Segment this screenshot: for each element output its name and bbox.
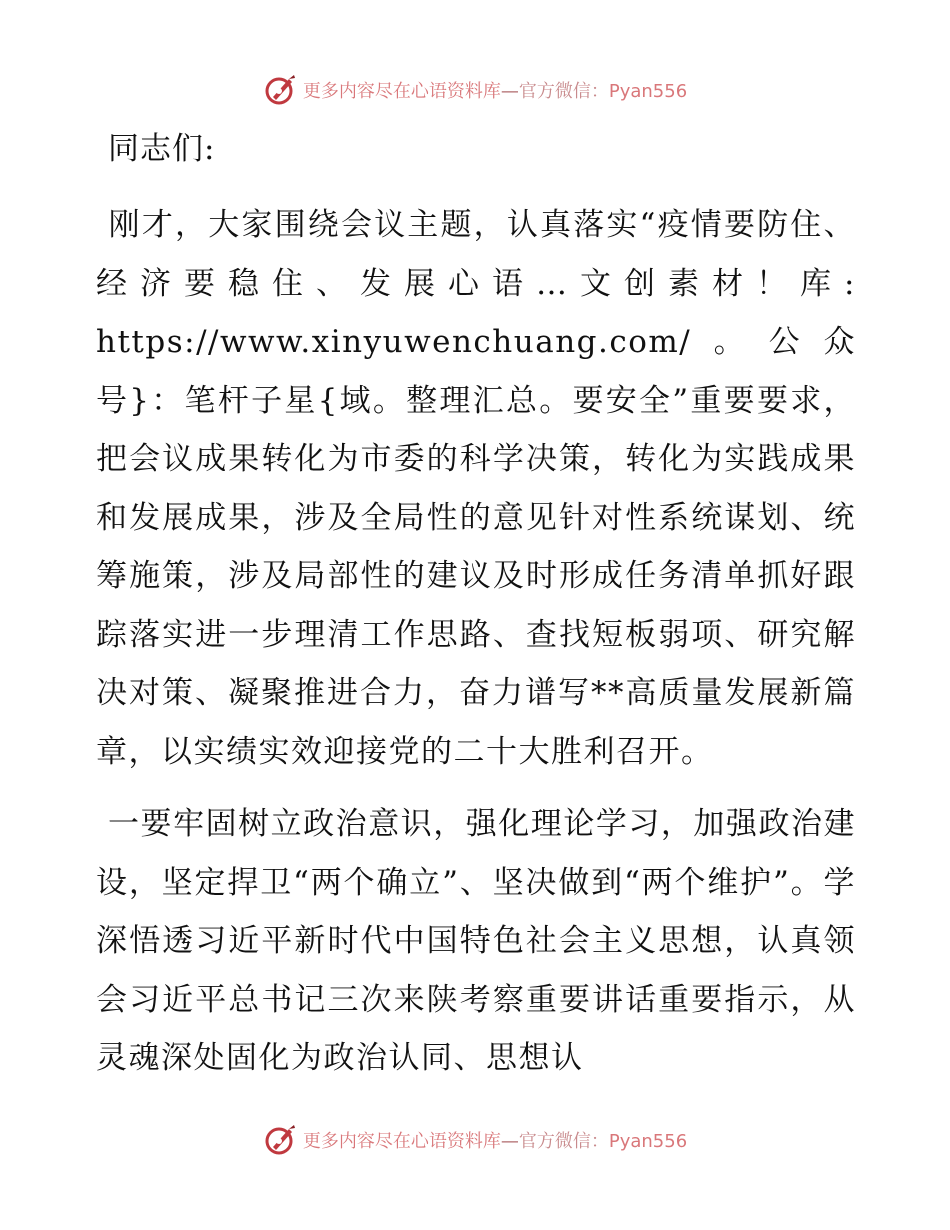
banner-dash: —: [500, 81, 519, 102]
paragraph: [96, 795, 856, 1088]
paragraph: [96, 196, 856, 781]
document-body: [96, 124, 856, 1102]
banner-site: 更多内容尽在心语资料库: [302, 1131, 501, 1152]
header-banner: [0, 70, 950, 110]
paragraph-text: 一要牢固树立政治意识，强化理论学习，加强政治建设，坚定捍卫“两个确立”、坚决做到“两个维护”。学深悟透习近平新时代中国特色社会主义思想，认真领会习近平总书记三次来陕考察重要讲话重要指示，从灵魂深处固化为政治认同、思想认: [96, 806, 856, 1076]
banner-contact-label: 官方微信：: [518, 81, 609, 102]
salutation: 同志们:: [108, 131, 216, 167]
quill-logo-icon: [263, 1123, 297, 1157]
banner-text: [303, 77, 687, 103]
banner-wechat-id: Pyan556: [608, 81, 688, 102]
paragraph-text: 刚才，大家围绕会议主题，认真落实“疫情要防住、经济要稳住、发展心语…文创素材！库: https://www.xinyuwenchuang.com/。公众号}：笔杆子星{域。整理汇总。要安全”重要要求，把会议成果转化为市委的科学决策，转化为实践成果和发展成果，涉及全局性的意见针对性系统谋划、统筹施策，涉及局部性的建议及时形成任务清单抓好跟踪落实进一步理清工作思路、查找短板弱项、研究解决对策、凝聚推进合力，奋力谱写**高质量发展新篇章，以实绩实效迎接党的二十大胜利召开。: [96, 207, 856, 770]
banner-wechat-id: Pyan556: [608, 1131, 688, 1152]
footer-banner: [0, 1120, 950, 1160]
banner-contact-label: 官方微信：: [518, 1131, 609, 1152]
banner-dash: —: [500, 1131, 519, 1152]
banner-site: 更多内容尽在心语资料库: [302, 81, 501, 102]
banner-text: [303, 1127, 687, 1153]
quill-logo-icon: [263, 73, 297, 107]
